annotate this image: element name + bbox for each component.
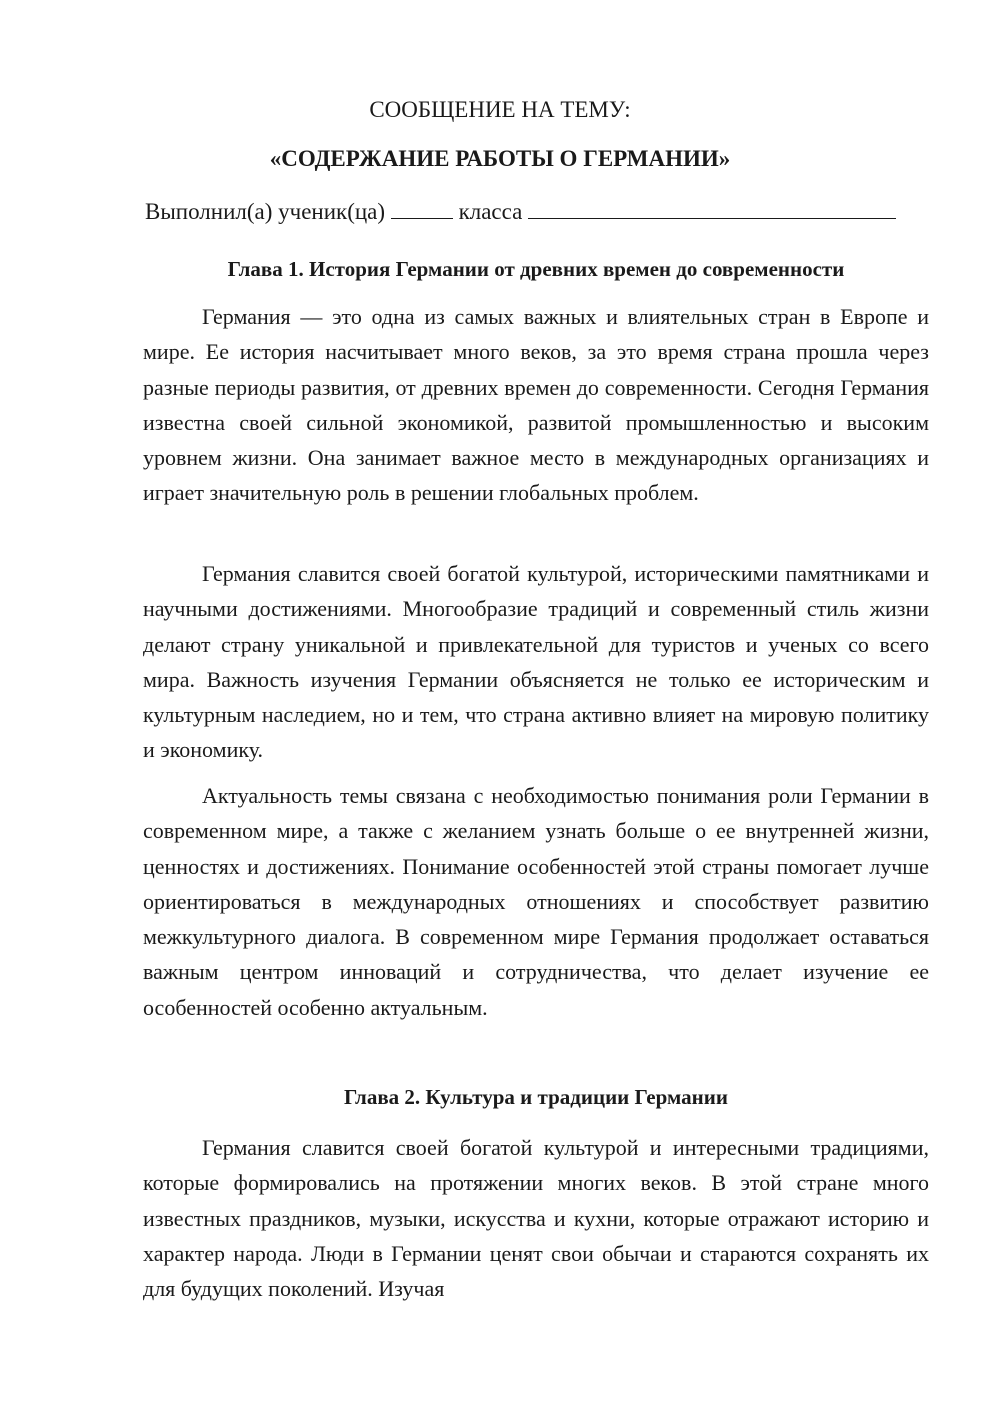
class-number-blank: [391, 198, 453, 219]
signature-line: [145, 197, 930, 227]
chapter-1-heading: Глава 1. История Германии от древних времен до современности: [227, 257, 845, 281]
signature-prefix: Выполнил(а) ученик(ца): [145, 199, 386, 224]
chapter-1-paragraph-3: Актуальность темы связана с необходимостью понимания роли Германии в современном мире, а также с желанием узнать больше о ее внутренней жизни, ценностях и достижениях. Понимание особенностей этой страны помогает лучше ориентироваться в международных отношениях и способствует развитию межкультурного диалога. В современном мире Германия продолжает оставаться важным центром инноваций и сотрудничества, что делает изучение ее особенностей особенно актуальным.: [143, 783, 929, 1020]
student-name-blank: [528, 198, 896, 219]
chapter-1-paragraph-1: Германия — это одна из самых важных и влиятельных стран в Европе и мире. Ее история насчитывает много веков, за это время страна прошла через разные периоды развития, от древних времен до современности. Сегодня Германия известна своей сильной экономикой, развитой промышленностью и высоким уровнем жизни. Она занимает важное место в международных организациях и играет значительную роль в решении глобальных проблем.: [143, 304, 929, 506]
document-title: «СОДЕРЖАНИЕ РАБОТЫ О ГЕРМАНИИ»: [269, 146, 731, 171]
chapter-2-heading: Глава 2. Культура и традиции Германии: [344, 1085, 728, 1109]
chapter-1-paragraph-2: Германия славится своей богатой культурой, историческими памятниками и научными достижениями. Многообразие традиций и современный стиль жизни делают страну уникальной и привлекательной для туристов и ученых со всего мира. Важность изучения Германии объясняется не только ее историческим и культурным наследием, но и тем, что страна активно влияет на мировую политику и экономику.: [143, 561, 929, 763]
document-header-subtitle: СООБЩЕНИЕ НА ТЕМУ:: [369, 97, 631, 122]
signature-middle: класса: [458, 199, 523, 224]
chapter-2-paragraph-1: Германия славится своей богатой культурой и интересными традициями, которые формировались на протяжении многих веков. В этой стране много известных праздников, музыки, искусства и кухни, которые отражают историю и характер народа. Люди в Германии ценят свои обычаи и стараются сохранять их для будущих поколений. Изучая: [143, 1135, 929, 1302]
